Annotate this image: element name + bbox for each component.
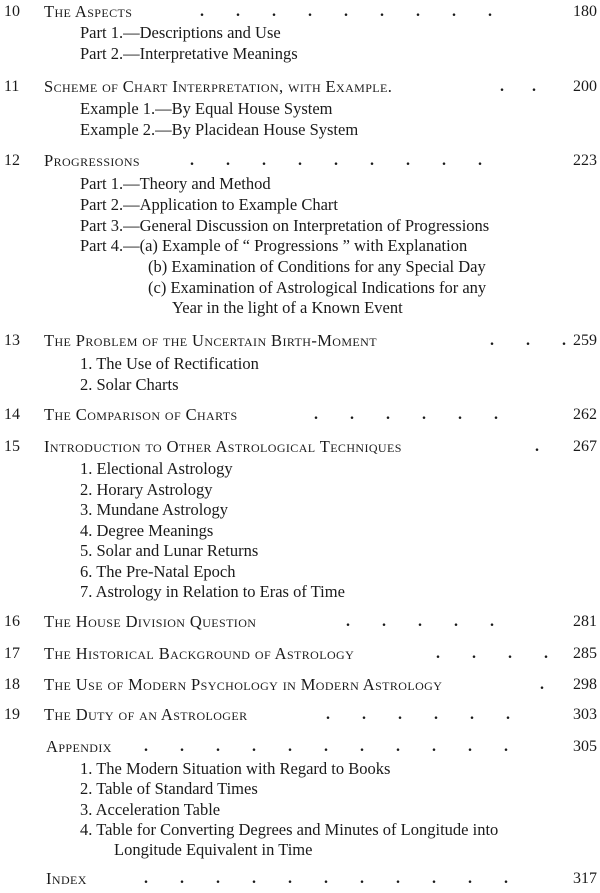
chapter-number: 18 [4,676,20,693]
sub-entry: Longitude Equivalent in Time [114,840,313,859]
sub-entry: (c) Examination of Astrological Indications for any [148,278,487,297]
leader-dots: . . . . . . . . . [200,3,492,20]
leader-dots: . . . . . . . . . . . [144,870,508,887]
page-number: 200 [573,78,597,95]
sub-entry: Part 3.—General Discussion on Interpretation of Progressions [80,216,490,235]
sub-entry: Example 2.—By Placidean House System [80,120,359,139]
page-number: 180 [573,3,597,20]
sub-entry: Part 4.—(a) Example of “ Progressions ” with Explanation [80,236,468,255]
chapter-number: 16 [4,613,20,630]
leader-dots: . . . . [436,645,548,662]
chapter-number: 11 [4,78,20,95]
chapter-number: 14 [4,406,20,423]
page-number: 317 [573,870,597,887]
chapter-title: Introduction to Other Astrological Techniques [44,437,402,456]
chapter-number: 15 [4,438,20,455]
chapter-number: 10 [4,3,20,20]
sub-entry: 2. Solar Charts [80,375,179,394]
chapter-number: 17 [4,645,20,662]
page-number: 259 [573,332,597,349]
sub-entry: 2. Table of Standard Times [80,779,258,798]
chapter-title: Index [46,869,87,888]
sub-entry: Part 1.—Descriptions and Use [80,23,281,42]
sub-entry: Part 1.—Theory and Method [80,174,271,193]
sub-entry: (b) Examination of Conditions for any Special Day [148,257,486,276]
sub-entry: 1. Electional Astrology [80,459,233,478]
sub-entry: 1. The Use of Rectification [80,354,259,373]
page-number: 267 [573,438,597,455]
sub-entry: 3. Mundane Astrology [80,500,229,519]
sub-entry: 5. Solar and Lunar Returns [80,541,259,560]
sub-entry: Example 1.—By Equal House System [80,99,333,118]
page-number: 285 [573,645,597,662]
leader-dots: . . [500,78,536,95]
chapter-title: Progressions [44,151,140,170]
leader-dots: . . . . . [346,613,494,630]
chapter-title: The House Division Question [44,612,257,631]
leader-dots: . [535,438,539,455]
sub-entry: 4. Table for Converting Degrees and Minutes of Longitude into [80,820,499,839]
sub-entry: 2. Horary Astrology [80,480,213,499]
chapter-number: 19 [4,706,20,723]
leader-dots: . . . . . . . . . [190,152,482,169]
chapter-title: The Problem of the Uncertain Birth-Moment [44,331,377,350]
sub-entry: 7. Astrology in Relation to Eras of Time [80,582,345,601]
sub-entry: Year in the light of a Known Event [172,298,403,317]
sub-entry: 3. Acceleration Table [80,800,221,819]
leader-dots: . [540,676,544,693]
chapter-title: The Use of Modern Psychology in Modern Astrology [44,675,443,694]
page-number: 281 [573,613,597,630]
chapter-title: Appendix [46,737,112,756]
chapter-title: The Duty of an Astrologer [44,705,248,724]
leader-dots: . . . [490,332,566,349]
sub-entry: 4. Degree Meanings [80,521,214,540]
leader-dots: . . . . . . [326,706,510,723]
chapter-number: 12 [4,152,20,169]
sub-entry: 1. The Modern Situation with Regard to Books [80,759,391,778]
chapter-title: The Aspects [44,2,133,21]
chapter-title: The Comparison of Charts [44,405,238,424]
leader-dots: . . . . . . . . . . . [144,738,508,755]
chapter-number: 13 [4,332,20,349]
page-number: 223 [573,152,597,169]
sub-entry: Part 2.—Application to Example Chart [80,195,338,214]
chapter-title: Scheme of Chart Interpretation, with Example. [44,77,393,96]
sub-entry: Part 2.—Interpretative Meanings [80,44,298,63]
page-number: 298 [573,676,597,693]
page-number: 303 [573,706,597,723]
sub-entry: 6. The Pre-Natal Epoch [80,562,236,581]
page-number: 262 [573,406,597,423]
leader-dots: . . . . . . [314,406,498,423]
page-number: 305 [573,738,597,755]
chapter-title: The Historical Background of Astrology [44,644,355,663]
